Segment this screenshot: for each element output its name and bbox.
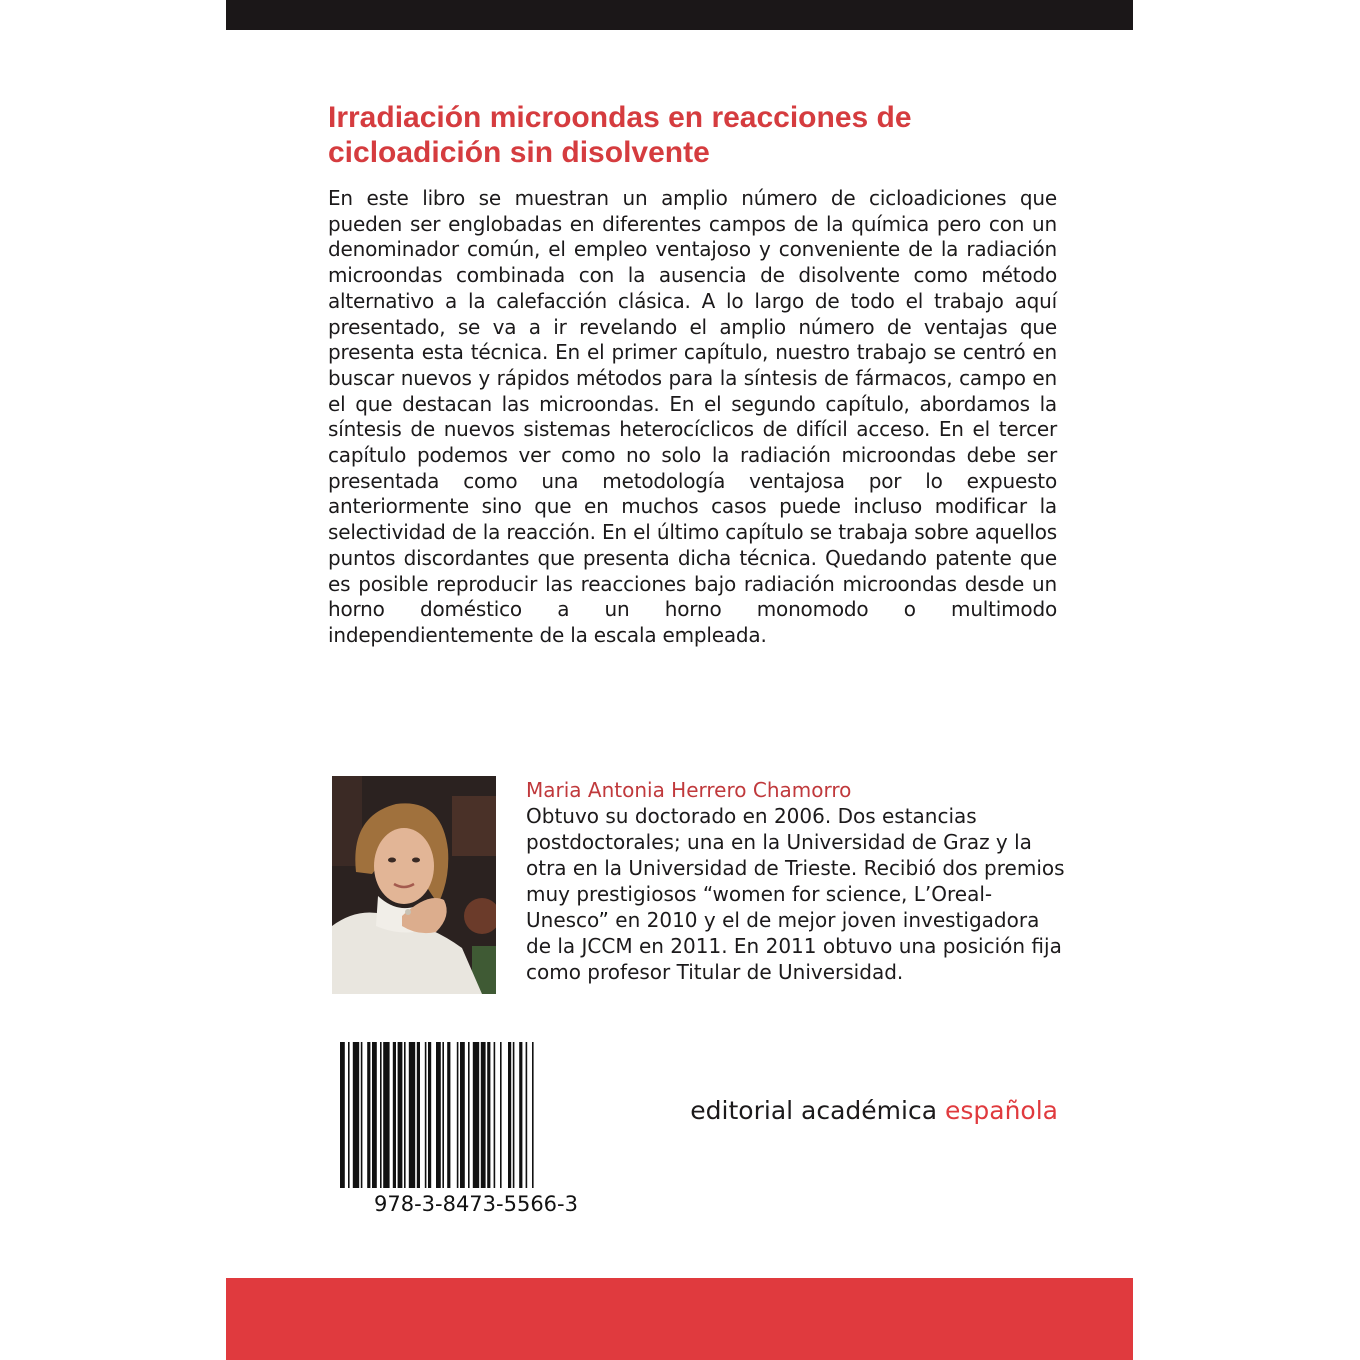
bottom-bar — [226, 1278, 1133, 1360]
author-photo — [332, 776, 496, 994]
author-section — [526, 777, 1066, 985]
book-title — [328, 100, 1068, 170]
book-title-line-2: cicloadición sin disolvente — [328, 136, 710, 169]
back-cover — [226, 0, 1133, 1360]
top-bar — [226, 0, 1133, 30]
barcode — [340, 1042, 606, 1188]
publisher-logo — [658, 1096, 1058, 1125]
publisher-name-main: editorial académica — [690, 1096, 938, 1125]
book-description: En este libro se muestran un amplio número de cicloadiciones que pueden ser englobadas en diferentes campos de la química pero con un denominador común, el empleo ventajoso y conveniente de la radiación microondas combinada con la ausencia de disolvente como método alternativo a la calefacción clásica. A lo largo de todo el trabajo aquí presentado, se va a ir revelando el amplio número de ventajas que presenta esta técnica. En el primer capítulo, nuestro trabajo se centró en buscar nuevos y rápidos métodos para la síntesis de fármacos, campo en el que destacan las microondas. En el segundo capítulo, abordamos la síntesis de nuevos sistemas heterocíclicos de difícil acceso. En el tercer capítulo podemos ver como no solo la radiación microondas debe ser presentada como una metodología ventajosa por lo expuesto anteriormente sino que en muchos casos puede incluso modificar la selectividad de la reacción. En el último capítulo se trabaja sobre aquellos puntos discordantes que presenta dicha técnica. Quedando patente que es posible reproducir las reacciones bajo radiación microondas desde un horno doméstico a un horno monomodo o multimodo independientemente de la escala empleada. — [328, 186, 1057, 647]
publisher-name-accent: española — [944, 1096, 1058, 1125]
book-title-line-1: Irradiación microondas en reacciones de — [328, 101, 912, 134]
author-name: Maria Antonia Herrero Chamorro — [526, 778, 852, 802]
author-bio: Obtuvo su doctorado en 2006. Dos estancias postdoctorales; una en la Universidad de Graz y la otra en la Universidad de Trieste. Recibió dos premios muy prestigiosos “women for science, L’Oreal-Unesco” en 2010 y el de mejor joven investigadora de la JCCM en 2011. En 2011 obtuvo una posición fija como profesor Titular de Universidad. — [526, 804, 1065, 984]
isbn-number: 978-3-8473-5566-3 — [373, 1192, 578, 1216]
